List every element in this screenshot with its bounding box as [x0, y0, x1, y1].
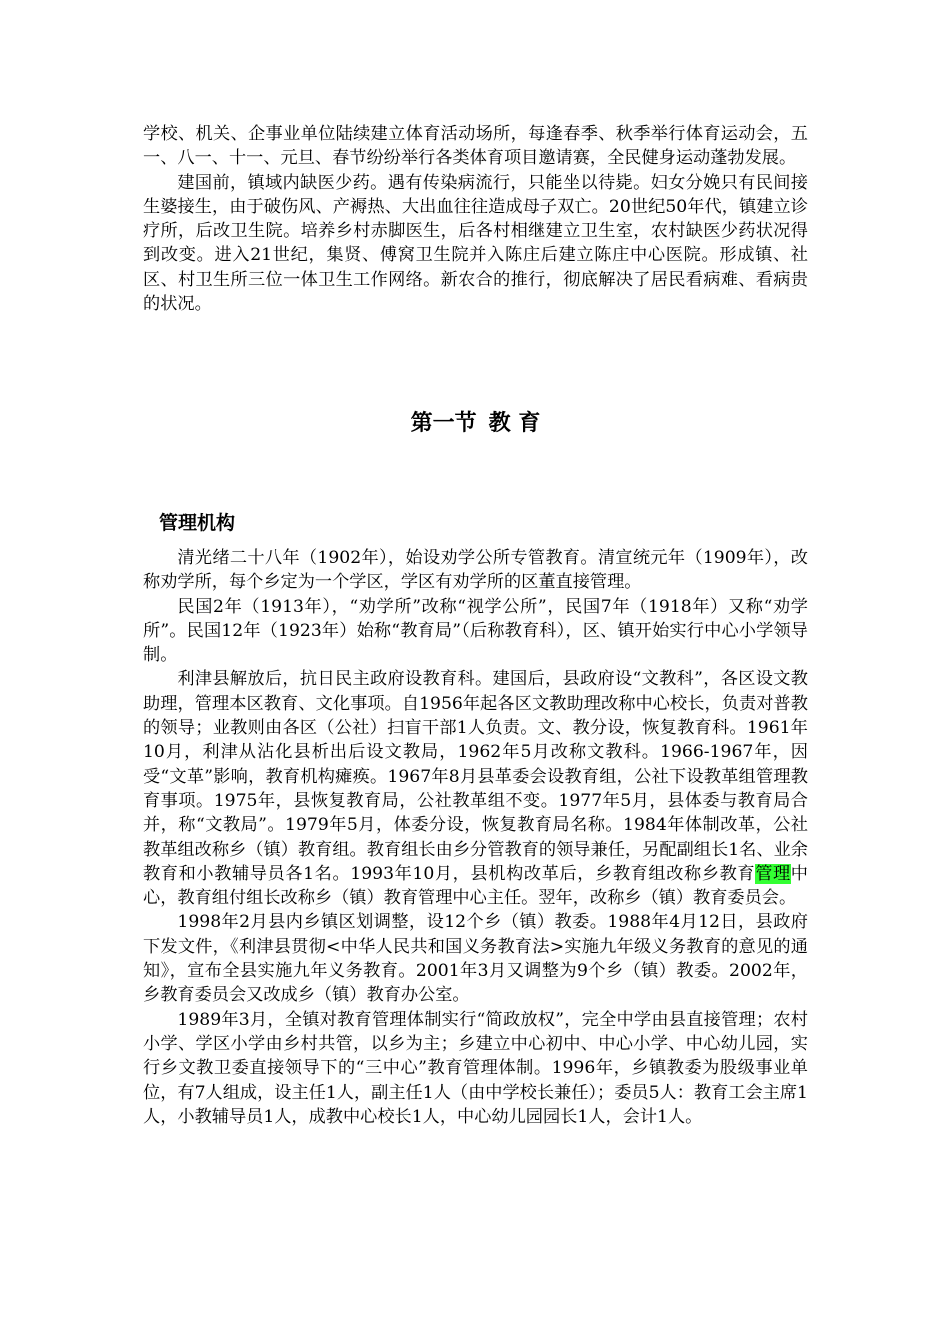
intro-paragraph-1: 学校、机关、企事业单位陆续建立体育活动场所，每逢春季、秋季举行体育运动会，五一、八一、十一、元旦、春节纷纷举行各类体育项目邀请赛，全民健身运动蓬勃发展。 — [143, 124, 808, 169]
body-paragraph-3 — [143, 667, 808, 910]
body-paragraph-4: 1998年2月县内乡镇区划调整，设12个乡（镇）教委。1988年4月12日，县政府下发文件，《利津县贯彻<中华人民共和国义务教育法>实施九年级义务教育的意见的通知》，宣布全县实施九年义务教育。2001年3月又调整为9个乡（镇）教委。2002年，乡教育委员会又改成乡（镇）教育办公室。 — [143, 912, 808, 1006]
body-paragraph-3-part-a: 利津县解放后，抗日民主政府设教育科。建国后，县政府设“文教科”，各区设文教助理，管理本区教育、文化事项。自1956年起各区文教助理改称中心校长，负责对普教的领导；业教则由各区（公社）扫盲干部1人负责。文、教分设，恢复教育科。1961年10月，利津从沾化县析出后设文教局，1962年5月改称文教科。1966-1967年，因受“文革”影响，教育机构瘫痪。1967年8月县革委会设教育组，公社下设教革组管理教育事项。1975年，县恢复教育局，公社教革组不变。1977年5月，县体委与教育局合并，称“文教局”。1979年5月，体委分设，恢复教育局名称。1984年体制改革，公社教革组改称乡（镇）教育组。教育组长由乡分管教育的领导兼任，另配副组长1名、业余教育和小教辅导员各1名。1993年10月，县机构改革后，乡教育组改称乡教育 — [143, 669, 808, 884]
section-number: 第一节 — [410, 410, 477, 436]
section-body — [143, 546, 808, 1129]
body-paragraph-5: 1989年3月，全镇对教育管理体制实行“简政放权”，完全中学由县直接管理；农村小学、学区小学由乡村共管，以乡为主；乡建立中心初中、中心小学、中心幼儿园，实行乡文教卫委直接领导下的“三中心”教育管理体制。1996年，乡镇教委为股级事业单位，有7人组成，设主任1人，副主任1人（由中学校长兼任）；委员5人：教育工会主席1人，小教辅导员1人，成教中心校长1人，中心幼儿园园长1人，会计1人。 — [143, 1009, 808, 1127]
body-paragraph-3-part-b: 中心，教育组付组长改称乡（镇）教育管理中心主任。翌年，改称乡（镇）教育委员会。 — [143, 863, 808, 909]
document-page — [143, 122, 808, 1127]
section-title — [143, 408, 808, 438]
body-paragraph-2: 民国2年（1913年），“劝学所”改称“视学公所”，民国7年（1918年）又称“劝学所”。民国12年（1923年）始称“教育局”（后称教育科），区、镇开始实行中心小学领导制。 — [143, 596, 808, 666]
subsection-title: 管理机构 — [159, 512, 236, 534]
body-paragraph-1: 清光绪二十八年（1902年），始设劝学公所专管教育。清宣统元年（1909年），改称劝学所，每个乡定为一个学区，学区有劝学所的区董直接管理。 — [143, 548, 808, 593]
section-name: 教 育 — [488, 410, 541, 436]
intro-paragraph-2: 建国前，镇域内缺医少药。遇有传染病流行，只能坐以待毙。妇女分娩只有民间接生婆接生，由于破伤风、产褥热、大出血往往造成母子双亡。20世纪50年代，镇建立诊疗所，后改卫生院。培养乡村赤脚医生，后各村相继建立卫生室，农村缺医少药状况得到改变。进入21世纪，集贤、傅窝卫生院并入陈庄后建立陈庄中心医院。形成镇、社区、村卫生所三位一体卫生工作网络。新农合的推行，彻底解决了居民看病难、看病贵的状况。 — [143, 172, 808, 315]
highlighted-text: 管理 — [755, 863, 791, 884]
